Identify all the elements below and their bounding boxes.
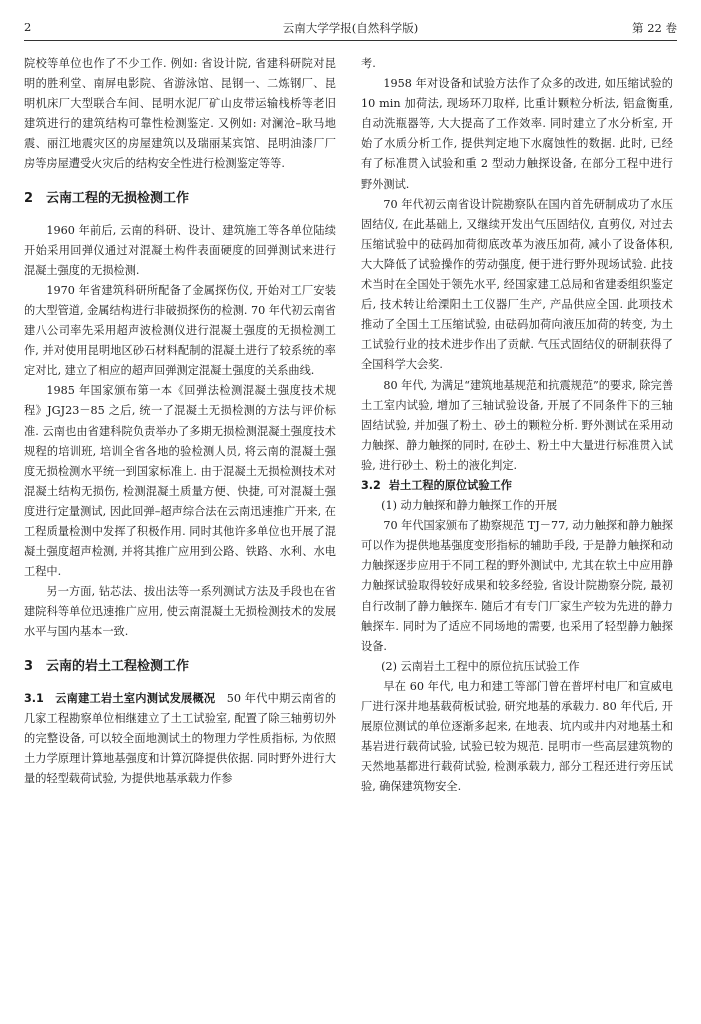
right-column [361, 54, 673, 797]
paragraph: 另一方面, 钻芯法、拔出法等一系列测试方法及手段也在省建院科等单位迅速推广应用, 使云南混凝土无损检测技术的发展水平与国内基本一致. [24, 585, 336, 639]
page-number: 2 [24, 20, 32, 34]
subsection-paragraph [24, 689, 336, 789]
paragraph: 考. [361, 57, 376, 70]
section-number: 2 [24, 190, 34, 206]
subsection-number: 3.2 [361, 478, 381, 492]
paragraph: 1970 年省建筑科研所配备了金属探伤仪, 开始对工厂安装的大型管道, 金属结构进行非破损探伤的检测. 70 年代初云南省建八公司率先采用超声波检测仪进行混凝土强度的无损检测工作, 并对使用昆明地区砂石材料配制的混凝土进行了较系统的率定对比, 建立了相应的超声回弹测定混凝土强度的关系曲线. [24, 283, 336, 378]
paragraph: 1985 年国家颁布第一本《回弹法检测混凝土强度技术规程》JGJ23－85 之后, 统一了混凝土无损检测的方法与评价标准. 云南也由省建科院负责举办了多期无损检测混凝土强度技术规程的培训班, 培训全省各地的验检测人员, 将云南的混凝土强度无损检测水平统一到国家标准上. 由于混凝土无损检测技术对混凝土结构无损伤, 检测混凝土质量方便、快捷, 可对混凝土强度进行定量测试, 因此回弹–超声综合法在云南迅速推广开来, 在工程质量检测中发挥了积极作用. 同时其他许多单位也开展了混凝土强度超声检测, 并将其推广应用到公路、铁路、水利、水电工程中. [24, 384, 336, 579]
sub-heading: (1) 动力触探和静力触探工作的开展 [381, 499, 558, 513]
section-title: 云南的岩土工程检测工作 [46, 658, 190, 674]
paragraph: 1958 年对设备和试验方法作了众多的改进, 如压缩试验的 10 min 加荷法, 现场环刀取样, 比重计颗粒分析法, 铝盒衡重, 自动洗瓶器等, 大大提高了工作效率. 同时建立了水分析室, 开始了水质分析工作, 提供判定地下水腐蚀性的数据. 此时, 已经有了标准贯入试验和重 2 型动力触探设备, 在部分工程中进行野外测试. [361, 77, 673, 191]
subsection-heading [361, 476, 673, 496]
left-column [24, 54, 336, 789]
subsection-title: 云南建工岩土室内测试发展概况 [55, 691, 216, 705]
paragraph: 院校等单位也作了不少工作. 例如: 省设计院, 省建科研院对昆明的胜利堂、南屏电影院、省游泳馆、昆钢一、二炼钢厂、昆明机床厂大型联合车间、昆明水泥厂矿山皮带运输栈桥等老旧建筑进行的建筑结构可靠性检测鉴定. 又例如: 对澜沧–耿马地震、丽江地震灾区的房屋建筑以及瑞丽某宾馆、昆明油漆厂厂房等房屋遭受火灾后的结构安全性进行检测鉴定等等. [24, 57, 336, 171]
header-rule [24, 40, 677, 41]
paragraph-text: 50 年代中期云南省的几家工程勘察单位相继建立了土工试验室, 配置了除三轴剪切外的完整设备, 可以较全面地测试土的物理力学性质指标, 为依照土力学原理计算地基强度和计算沉降提供依据. 同时野外进行大量的轻型载荷试验, 为提供地基承载力作参 [24, 691, 337, 785]
volume-label: 第 22 卷 [632, 21, 677, 35]
paragraph: 70 年代初云南省设计院勘察队在国内首先研制成功了水压固结仪, 在此基础上, 又继续开发出气压固结仪, 直剪仪, 对过去压缩试验中的砝码加荷彻底改革为液压加荷, 减小了设备体积, 大大降低了试验操作的劳动强度, 便于进行野外现场试验. 此技术当时在全国处于领先水平, 经国家建工总局和省建委组织鉴定后, 技术转让给溧阳土工仪器厂生产, 产品供应全国. 此项技术推动了全国土工压缩试验, 由砝码加荷向液压加荷的转变, 为土工试验行业的技术进步作出了贡献. 气压式固结仪的研制获得了全国科学大会奖. [361, 197, 673, 372]
running-header [24, 20, 677, 38]
paragraph: 70 年代国家颁布了勘察规范 TJ－77, 动力触探和静力触探可以作为提供地基强度变形指标的辅助手段, 于是静力触探和动力触探逐步应用于不同工程的野外测试中, 尤其在软土中应用静力触探试验取得较好成果和较多经验, 省设计院勘察分院, 最初自行改制了静力触探车. 随后才有专门厂家生产较为先进的静力触探车. 同时为了适应不同场地的需要, 也采用了轻型静力触探设备. [361, 519, 673, 653]
paragraph: 1960 年前后, 云南的科研、设计、建筑施工等各单位陆续开始采用回弹仪通过对混凝土构件表面硬度的回弹测试来进行混凝土强度的无损检测. [24, 223, 336, 277]
section-heading-2 [24, 190, 336, 208]
section-title: 云南工程的无损检测工作 [46, 190, 190, 206]
subsection-number: 3.1 [24, 691, 44, 705]
paragraph: 早在 60 年代, 电力和建工等部门曾在普坪村电厂和宣威电厂进行深井地基载荷板试验, 研究地基的承载力. 80 年代后, 开展原位测试的单位逐渐多起来, 在地表、坑内或井内对地基土和基岩进行载荷试验, 试验已较为规范. 昆明市一些高层建筑物的天然地基都进行载荷试验, 检测承载力, 部分工程还进行旁压试验, 确保建筑物安全. [361, 679, 673, 794]
journal-title: 云南大学学报(自然科学版) [282, 21, 419, 35]
paragraph: 80 年代, 为满足“建筑地基规范和抗震规范”的要求, 除完善土工室内试验, 增加了三轴试验设备, 开展了不同条件下的三轴固结试验, 并加强了粉土、砂土的颗粒分析. 野外测试在采用动力触探、静力触探的同时, 在砂土、粉土中大量进行标准贯入试验, 进行砂土、粉土的液化判定. [361, 378, 673, 472]
section-heading-3 [24, 658, 336, 676]
sub-heading: (2) 云南岩土工程中的原位抗压试验工作 [381, 659, 580, 673]
subsection-title: 岩土工程的原位试验工作 [388, 478, 512, 492]
section-number: 3 [24, 658, 34, 674]
